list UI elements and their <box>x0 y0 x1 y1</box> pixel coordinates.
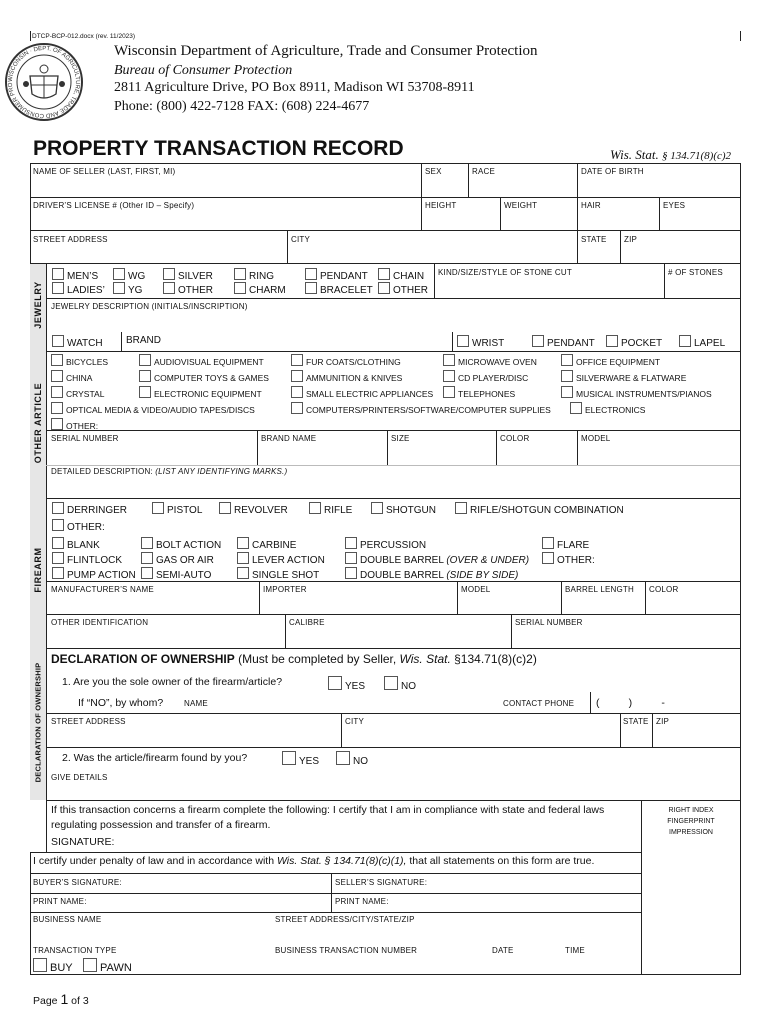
buyer-signature-label: BUYER’S SIGNATURE: <box>33 878 122 887</box>
musical-instruments-checkbox[interactable]: MUSICAL INSTRUMENTS/PIANOS <box>561 386 712 399</box>
crystal-checkbox[interactable]: CRYSTAL <box>51 386 104 399</box>
bicycles-checkbox[interactable]: BICYCLES <box>51 354 108 367</box>
street-label: STREET ADDRESS <box>33 235 108 244</box>
phone-mask: ( ) - <box>596 697 665 709</box>
page-number: Page 1 of 3 <box>33 991 89 1007</box>
optical-media-checkbox[interactable]: OPTICAL MEDIA & VIDEO/AUDIO TAPES/DISCS <box>51 402 255 415</box>
electronics-checkbox[interactable]: ELECTRONICS <box>570 402 645 415</box>
audiovisual-checkbox[interactable]: AUDIOVISUAL EQUIPMENT <box>139 354 264 367</box>
brand-name-label: BRAND NAME <box>261 434 317 443</box>
svg-text:WISCONSIN · DEPT. OF AGRICULTU: WISCONSIN · DEPT. OF AGRICULTURE, TRADE AND CONSUMER PRO <box>7 45 81 119</box>
lever-action-checkbox[interactable]: LEVER ACTION <box>237 552 325 566</box>
bracelet-checkbox[interactable]: BRACELET <box>305 282 373 296</box>
lapel-checkbox[interactable]: LAPEL <box>679 335 725 349</box>
dob-label: DATE OF BIRTH <box>581 167 644 176</box>
single-shot-checkbox[interactable]: SINGLE SHOT <box>237 567 319 581</box>
small-appliances-checkbox[interactable]: SMALL ELECTRIC APPLIANCES <box>291 386 433 399</box>
importer-label: IMPORTER <box>263 585 307 594</box>
state-label: STATE <box>581 235 607 244</box>
stones-count-label: # OF STONES <box>668 268 723 277</box>
owner-zip-label: ZIP <box>656 717 670 726</box>
found-yes-checkbox[interactable]: YES <box>282 751 319 767</box>
microwave-checkbox[interactable]: MICROWAVE OVEN <box>443 354 537 367</box>
agency-address: 2811 Agriculture Drive, PO Box 8911, Madison WI 53708-8911 <box>114 80 475 95</box>
pump-action-checkbox[interactable]: PUMP ACTION <box>52 567 136 581</box>
if-no-label: If “NO”, by whom? <box>78 697 164 709</box>
agency-phone: Phone: (800) 422-7128 FAX: (608) 224-4677 <box>114 99 370 114</box>
penalty-certification: I certify under penalty of law and in accordance with Wis. Stat. § 134.71(8)(c)(1), that all statements on this form are true. <box>33 855 595 867</box>
statute-reference: Wis. Stat. § 134.71(8)(c)2 <box>610 147 732 162</box>
fingerprint-label: RIGHT INDEX FINGERPRINT IMPRESSION <box>667 807 715 836</box>
declaration-section-label: DECLARATION OF OWNERSHIP <box>33 662 43 783</box>
semi-auto-checkbox[interactable]: SEMI-AUTO <box>141 567 211 581</box>
buyer-print-name-label: PRINT NAME: <box>33 897 87 906</box>
watch-brand-label: BRAND <box>126 335 162 346</box>
sole-owner-question: 1. Are you the sole owner of the firearm/article? <box>62 676 283 688</box>
sex-label: SEX <box>425 167 442 176</box>
owner-street-label: STREET ADDRESS <box>51 717 126 726</box>
revolver-checkbox[interactable]: REVOLVER <box>219 502 288 516</box>
computers-checkbox[interactable]: COMPUTERS/PRINTERS/SOFTWARE/COMPUTER SUPPLIES <box>291 402 551 415</box>
gas-air-checkbox[interactable]: GAS OR AIR <box>141 552 214 566</box>
yg-checkbox[interactable]: YG <box>113 282 142 296</box>
article-model-label: MODEL <box>581 434 611 443</box>
firearm-certification-text: If this transaction concerns a firearm complete the following: I certify that I am in compliance with state and federal laws regulating possession and transfer of a firearm. <box>51 804 605 831</box>
blank-checkbox[interactable]: BLANK <box>52 537 100 551</box>
owner-name-label: NAME <box>184 699 208 708</box>
ring-checkbox[interactable]: RING <box>234 268 274 282</box>
double-barrel-over-under-checkbox[interactable]: DOUBLE BARREL (OVER & UNDER) <box>345 552 529 566</box>
give-details-label: GIVE DETAILS <box>51 773 108 782</box>
business-name-label: BUSINESS NAME <box>33 915 102 924</box>
charm-checkbox[interactable]: CHARM <box>234 282 286 296</box>
jewelry-section-label: JEWELRY <box>33 281 43 329</box>
telephones-checkbox[interactable]: TELEPHONES <box>443 386 515 399</box>
jewelry-other-metal-checkbox[interactable]: OTHER <box>163 282 213 296</box>
watch-checkbox[interactable]: WATCH <box>52 335 103 349</box>
double-barrel-side-checkbox[interactable]: DOUBLE BARREL (SIDE BY SIDE) <box>345 567 518 581</box>
business-address-label: STREET ADDRESS/CITY/STATE/ZIP <box>275 915 415 924</box>
hair-label: HAIR <box>581 201 601 210</box>
firearm-color-label: COLOR <box>649 585 679 594</box>
pawn-checkbox[interactable]: PAWN <box>83 958 132 974</box>
rifle-checkbox[interactable]: RIFLE <box>309 502 352 516</box>
fur-coats-checkbox[interactable]: FUR COATS/CLOTHING <box>291 354 401 367</box>
size-label: SIZE <box>391 434 410 443</box>
owner-city-label: CITY <box>345 717 365 726</box>
sole-owner-no-checkbox[interactable]: NO <box>384 676 416 692</box>
article-color-label: COLOR <box>500 434 530 443</box>
jewelry-other-type-checkbox[interactable]: OTHER <box>378 282 428 296</box>
article-other-checkbox[interactable]: OTHER: <box>51 418 98 431</box>
pocket-checkbox[interactable]: POCKET <box>606 335 662 349</box>
found-question: 2. Was the article/firearm found by you? <box>62 752 248 764</box>
seller-signature-label: SELLER’S SIGNATURE: <box>335 878 428 887</box>
mens-checkbox[interactable]: MEN’S <box>52 268 98 282</box>
firearm-other-type-checkbox[interactable]: OTHER: <box>52 519 105 533</box>
corner-mark <box>740 31 741 41</box>
transaction-date-label: DATE <box>492 946 514 955</box>
bureau-name: Bureau of Consumer Protection <box>114 63 293 78</box>
city-label: CITY <box>291 235 311 244</box>
silverware-checkbox[interactable]: SILVERWARE & FLATWARE <box>561 370 686 383</box>
ladies-checkbox[interactable]: LADIES’ <box>52 282 105 296</box>
state-seal-logo <box>4 42 84 122</box>
bolt-action-checkbox[interactable]: BOLT ACTION <box>141 537 221 551</box>
seller-print-name-label: PRINT NAME: <box>335 897 389 906</box>
pendant-checkbox[interactable]: PENDANT <box>305 268 368 282</box>
pistol-checkbox[interactable]: PISTOL <box>152 502 202 516</box>
firearm-model-label: MODEL <box>461 585 491 594</box>
height-label: HEIGHT <box>425 201 457 210</box>
corner-mark <box>30 31 31 41</box>
flintlock-checkbox[interactable]: FLINTLOCK <box>52 552 122 566</box>
transaction-type-label: TRANSACTION TYPE <box>33 946 117 955</box>
declaration-title: DECLARATION OF OWNERSHIP (Must be completed by Seller, Wis. Stat. §134.71(8)(c)2) <box>51 652 537 666</box>
business-transaction-number-label: BUSINESS TRANSACTION NUMBER <box>275 946 418 955</box>
firearm-section-label: FIREARM <box>33 547 43 593</box>
transaction-time-label: TIME <box>565 946 585 955</box>
percussion-checkbox[interactable]: PERCUSSION <box>345 537 426 551</box>
wg-checkbox[interactable]: WG <box>113 268 145 282</box>
chain-checkbox[interactable]: CHAIN <box>378 268 424 282</box>
serial-number-label: SERIAL NUMBER <box>51 434 119 443</box>
manufacturer-label: MANUFACTURER’S NAME <box>51 585 154 594</box>
cd-player-checkbox[interactable]: CD PLAYER/DISC <box>443 370 528 383</box>
derringer-checkbox[interactable]: DERRINGER <box>52 502 127 516</box>
other-article-section-label: OTHER ARTICLE <box>33 382 43 464</box>
zip-label: ZIP <box>624 235 638 244</box>
agency-name: Wisconsin Department of Agriculture, Trade and Consumer Protection <box>114 43 538 59</box>
shotgun-checkbox[interactable]: SHOTGUN <box>371 502 436 516</box>
page-title: PROPERTY TRANSACTION RECORD <box>33 137 404 160</box>
contact-phone-label: CONTACT PHONE <box>503 699 575 708</box>
buy-checkbox[interactable]: BUY <box>33 958 73 974</box>
firearm-signature-label: SIGNATURE: <box>51 836 115 848</box>
silver-checkbox[interactable]: SILVER <box>163 268 213 282</box>
jewelry-description-label: JEWELRY DESCRIPTION (INITIALS/INSCRIPTION) <box>51 302 248 311</box>
license-label: DRIVER’S LICENSE # (Other ID – Specify) <box>33 201 195 210</box>
detailed-description-label: DETAILED DESCRIPTION: (LIST ANY IDENTIFYING MARKS.) <box>51 467 288 476</box>
office-equipment-checkbox[interactable]: OFFICE EQUIPMENT <box>561 354 660 367</box>
barrel-length-label: BARREL LENGTH <box>565 585 634 594</box>
carbine-checkbox[interactable]: CARBINE <box>237 537 296 551</box>
eyes-label: EYES <box>663 201 686 210</box>
firearm-serial-label: SERIAL NUMBER <box>515 618 583 627</box>
firearm-other-action-checkbox[interactable]: OTHER: <box>542 552 595 566</box>
computer-toys-checkbox[interactable]: COMPUTER TOYS & GAMES <box>139 370 269 383</box>
flare-checkbox[interactable]: FLARE <box>542 537 589 551</box>
china-checkbox[interactable]: CHINA <box>51 370 92 383</box>
rifle-shotgun-combo-checkbox[interactable]: RIFLE/SHOTGUN COMBINATION <box>455 502 624 516</box>
weight-label: WEIGHT <box>504 201 538 210</box>
form-code: DTCP-BCP-012.docx (rev. 11/2023) <box>32 33 136 40</box>
seller-name-label: NAME OF SELLER (LAST, FIRST, MI) <box>33 167 176 176</box>
ammunition-checkbox[interactable]: AMMUNITION & KNIVES <box>291 370 402 383</box>
electronic-equipment-checkbox[interactable]: ELECTRONIC EQUIPMENT <box>139 386 262 399</box>
watch-pendant-checkbox[interactable]: PENDANT <box>532 335 595 349</box>
wrist-checkbox[interactable]: WRIST <box>457 335 504 349</box>
race-label: RACE <box>472 167 496 176</box>
found-no-checkbox[interactable]: NO <box>336 751 368 767</box>
other-identification-label: OTHER IDENTIFICATION <box>51 618 149 627</box>
owner-state-label: STATE <box>623 717 649 726</box>
calibre-label: CALIBRE <box>289 618 325 627</box>
sole-owner-yes-checkbox[interactable]: YES <box>328 676 365 692</box>
stone-cut-label: KIND/SIZE/STYLE OF STONE CUT <box>438 268 572 277</box>
